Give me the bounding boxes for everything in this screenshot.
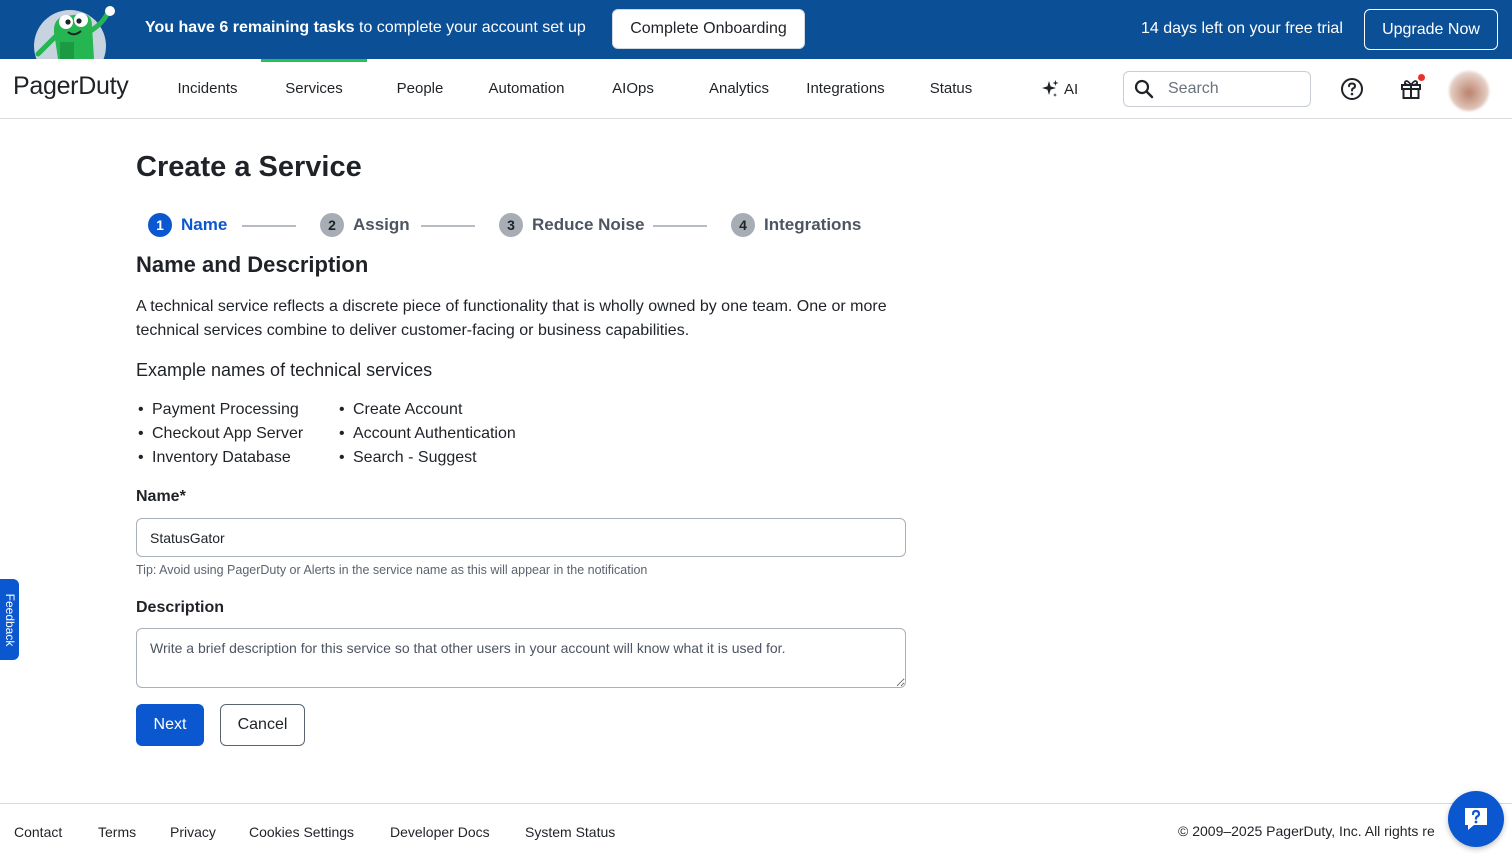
step-label: Reduce Noise (532, 215, 645, 234)
mascot-icon (26, 2, 126, 59)
remaining-tasks-message (145, 19, 586, 37)
nav-analytics[interactable]: Analytics (708, 80, 770, 97)
complete-onboarding-button[interactable]: Complete Onboarding (612, 9, 805, 49)
service-description-input[interactable] (136, 628, 906, 688)
step-number: 4 (731, 213, 755, 237)
step-connector (421, 225, 475, 227)
feedback-label: Feedback (2, 593, 17, 646)
step-number: 3 (499, 213, 523, 237)
nav-status[interactable]: Status (929, 80, 973, 97)
feedback-tab[interactable] (0, 579, 19, 660)
search-input[interactable] (1166, 79, 1296, 99)
nav-incidents[interactable]: Incidents (177, 80, 238, 97)
trial-days-left: 14 days left on your free trial (1141, 20, 1343, 37)
step-number: 2 (320, 213, 344, 237)
remaining-tasks-text: to complete your account set up (354, 19, 586, 36)
footer-link-privacy[interactable]: Privacy (170, 824, 216, 840)
step-name[interactable] (148, 213, 227, 237)
pagerduty-logo[interactable]: PagerDuty (13, 72, 129, 100)
step-number: 1 (148, 213, 172, 237)
nav-aiops[interactable]: AIOps (612, 80, 654, 97)
step-connector (653, 225, 707, 227)
whats-new-button[interactable] (1399, 77, 1423, 101)
step-assign[interactable] (320, 213, 410, 237)
section-title: Name and Description (136, 252, 369, 277)
nav-people[interactable]: People (396, 80, 444, 97)
list-item: • Payment Processing (136, 398, 303, 422)
footer (0, 803, 1512, 856)
service-intro-text: A technical service reflects a discrete piece of functionality that is wholly owned by one team. One or more technical services combine to deliver customer-facing or business capabilities. (136, 298, 887, 339)
examples-title: Example names of technical services (136, 360, 433, 380)
wizard-stepper (148, 213, 868, 238)
step-label: Integrations (764, 215, 862, 234)
list-item: • Checkout App Server (136, 422, 303, 446)
step-label: Name (181, 215, 228, 234)
list-item: • Create Account (337, 398, 516, 422)
list-item: • Inventory Database (136, 446, 303, 470)
nav-services[interactable]: Services (261, 59, 367, 118)
service-name-input[interactable] (136, 518, 906, 557)
nav-ai[interactable] (1040, 78, 1078, 100)
cancel-button[interactable]: Cancel (220, 704, 305, 746)
description-label: Description (136, 599, 225, 616)
main-navigation (0, 59, 1512, 119)
example-list-right (337, 398, 516, 470)
chat-help-icon (1461, 804, 1491, 834)
name-label: Name* (136, 488, 186, 505)
step-label: Assign (353, 215, 410, 234)
onboarding-banner (0, 0, 1512, 59)
upgrade-now-button[interactable]: Upgrade Now (1364, 9, 1498, 50)
step-integrations[interactable] (731, 213, 861, 237)
page-title: Create a Service (136, 151, 362, 183)
list-item: • Account Authentication (337, 422, 516, 446)
help-chat-button[interactable] (1448, 791, 1504, 847)
help-icon (1340, 77, 1364, 101)
name-tip: Tip: Avoid using PagerDuty or Alerts in the service name as this will appear in the notification (136, 563, 648, 577)
nav-ai-label: AI (1064, 80, 1079, 98)
remaining-tasks-count: You have 6 remaining tasks (145, 19, 355, 36)
nav-integrations[interactable]: Integrations (806, 80, 885, 97)
user-avatar[interactable] (1449, 71, 1489, 111)
list-item: • Search - Suggest (337, 446, 516, 470)
footer-link-cookies-settings[interactable]: Cookies Settings (249, 824, 355, 840)
footer-link-developer-docs[interactable]: Developer Docs (390, 824, 490, 840)
footer-link-system-status[interactable]: System Status (525, 824, 616, 840)
copyright-text: © 2009–2025 PagerDuty, Inc. All rights re (1178, 823, 1435, 839)
footer-link-contact[interactable]: Contact (14, 824, 63, 840)
search-icon (1134, 79, 1154, 99)
sparkle-icon (1040, 79, 1060, 99)
search-box[interactable] (1123, 71, 1311, 107)
step-reduce-noise[interactable] (499, 213, 644, 237)
example-list-left (136, 398, 303, 470)
help-button[interactable] (1340, 77, 1364, 101)
next-button[interactable]: Next (136, 704, 204, 746)
nav-automation[interactable]: Automation (488, 80, 565, 97)
footer-link-terms[interactable]: Terms (98, 824, 137, 840)
step-connector (242, 225, 296, 227)
notification-dot (1418, 74, 1425, 81)
